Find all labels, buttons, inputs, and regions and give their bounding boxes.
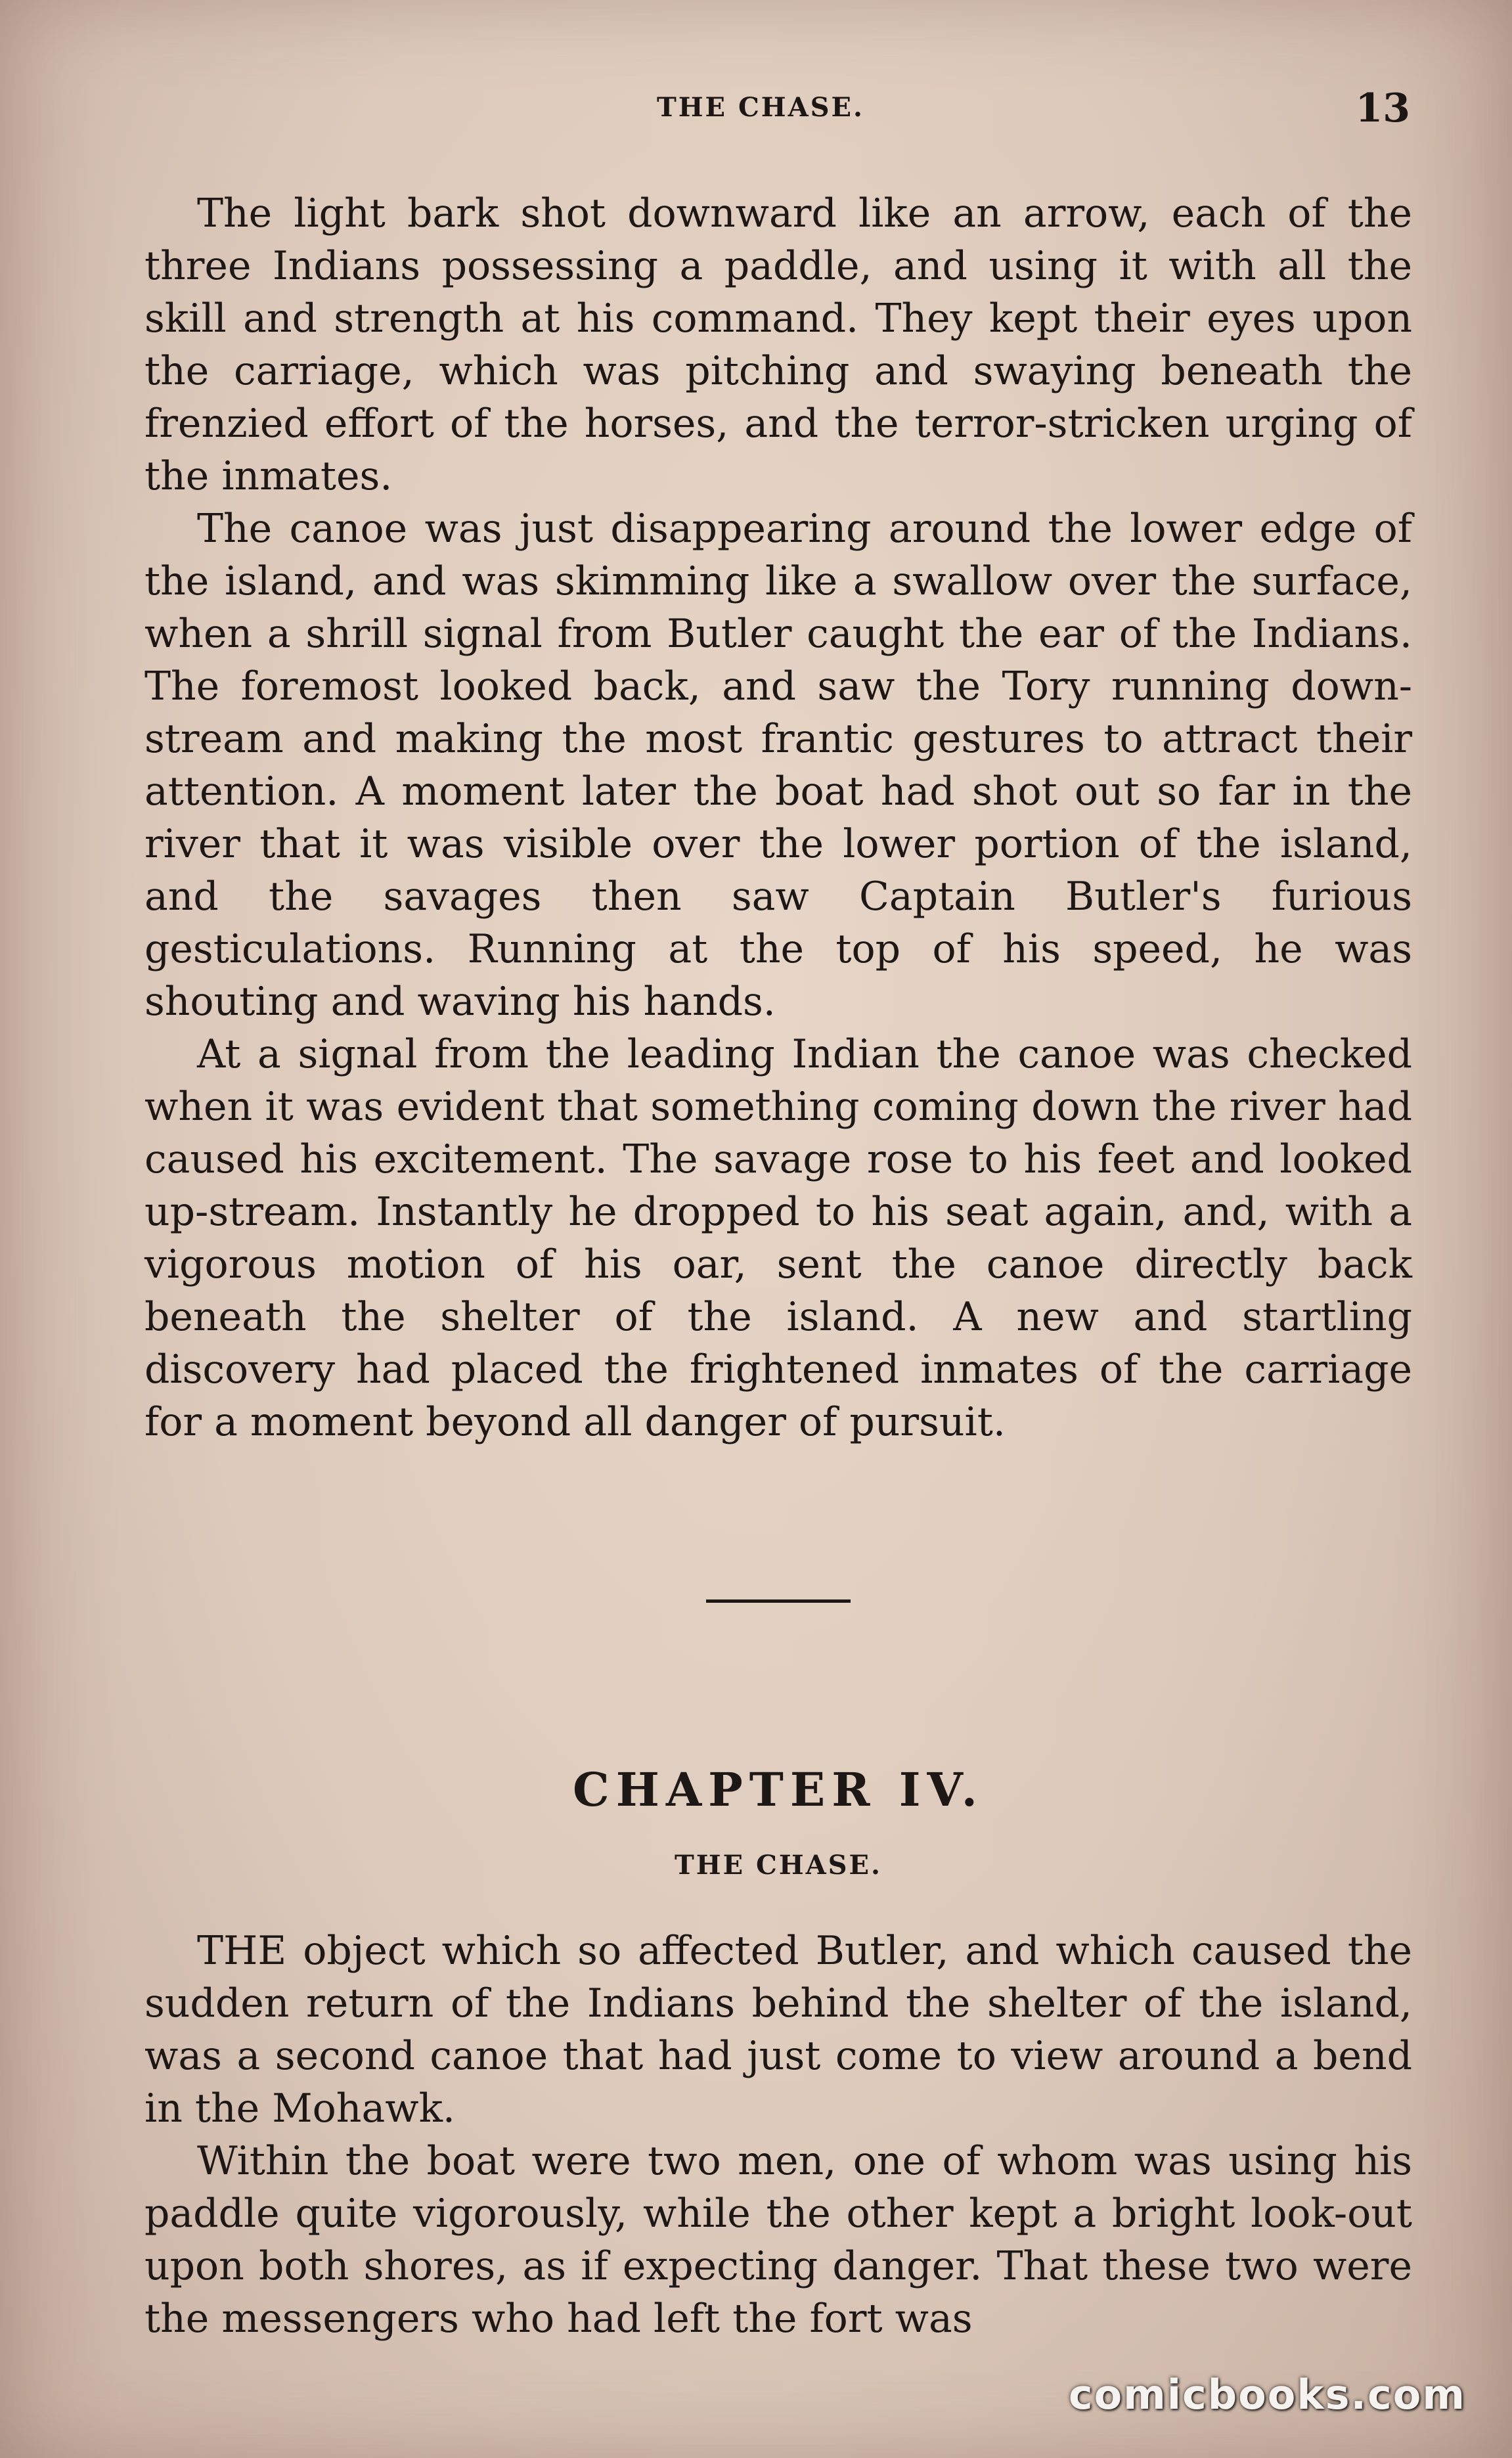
chapter-subtitle: THE CHASE. xyxy=(675,1850,882,1881)
paragraph-3: At a signal from the leading Indian the canoe was checked when it was evident that something coming down the river had caused his excitement. The savage rose to his feet and looked up-stream. Instantly he dropped to his seat again, and, with a vigorous motion of his oar, sent the canoe directly back beneath the shelter of the island. A new and startling discovery had placed the frightened inmates of the carriage for a moment beyond all danger of pursuit. xyxy=(145,1031,1412,1445)
paragraph-2: The canoe was just disappearing around the lower edge of the island, and was skimming like a swallow over the surface, when a shrill signal from Butler caught the ear of the Indians. The foremost looked back, and saw the Tory running down-stream and making the most frantic gestures to attract their attention. A moment later the boat had shot out so far in the river that it was visible over the lower portion of the island, and the savages then saw Captain Butler's furious gesticulations. Running at the top of his speed, he was shouting and waving his hands. xyxy=(145,506,1412,1025)
paragraph-1: The light bark shot downward like an arrow, each of the three Indians possessing a paddle, and using it with all the skill and strength at his command. They kept their eyes upon the carriage, which was pitching and swaying beneath the frenzied effort of the horses, and the terror-stricken urging of the inmates. xyxy=(145,190,1412,499)
page-header xyxy=(0,85,1512,145)
page-number: 13 xyxy=(1355,85,1410,131)
section-divider-rule xyxy=(706,1599,851,1603)
paragraph-5: Within the boat were two men, one of whom was using his paddle quite vigorously, while the other kept a bright look-out upon both shores, as if expecting danger. That these two were the messengers who had left the fort was xyxy=(145,2138,1412,2342)
watermark-text: comicbooks.com xyxy=(1068,2371,1466,2419)
paragraph-4: THE object which so affected Butler, and which caused the sudden return of the Indians behind the shelter of the island, was a second canoe that had just come to view around a bend in the Mohawk. xyxy=(145,1928,1412,2132)
chapter-heading: CHAPTER IV. xyxy=(573,1762,984,1817)
running-head: THE CHASE. xyxy=(657,92,864,123)
body-text xyxy=(145,187,1412,2345)
